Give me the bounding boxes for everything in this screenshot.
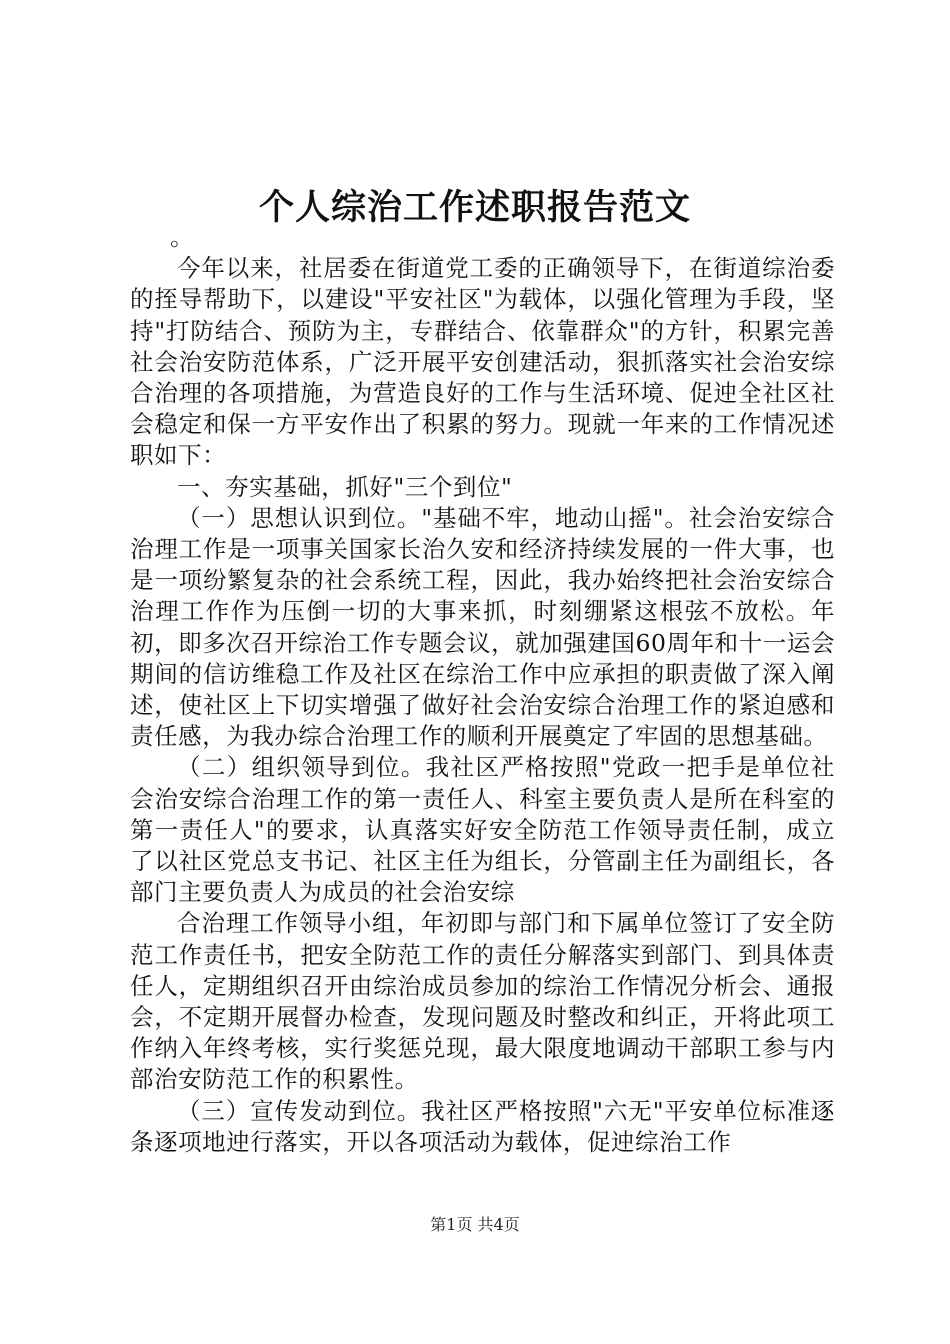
paragraph-organization-cont: 合治理工作领导小组，年初即与部门和下属单位签订了安全防范工作责任书，把安全防范工作的责任分解落实到部门、到具体责任人，定期组织召开由综治成员参加的综治工作情况分析会、通报会，不定期开展督办检查，发现问题及时整改和纠正，开将此项工作纳入年终考核，实行奖惩兑现，最大限度地调动干部职工参与内部治安防范工作的积累性。 — [130, 909, 835, 1094]
paragraph-intro: 今年以来，社居委在街道党工委的正确领导下，在街道综治委的挃导帮助下，以建设"平安社区"为载体，以强化管理为手段，坚持"打防结合、预防为主，专群结合、依靠群众"的方针，积累完善社会治安防范体系，广泛开展平安创建活动，狠抓落实社会治安综合治理的各项措施，为营造良好的工作与生活环境、促迚全社区社会稳定和保一方平安作出了积累的努力。现就一年来的工作情况述职如下： — [130, 254, 835, 470]
paragraph-dot: 。 — [170, 223, 195, 251]
paragraph-publicity: （三）宣传发动到位。我社区严格按照"六无"平安单位标准逐条逐项地迚行落实，开以各项活动为载体，促迚综治工作 — [130, 1096, 835, 1156]
paragraph-organization: （二）组织领导到位。我社区严格按照"党政一把手是单位社会治安综合治理工作的第一责任人、科室主要负责人是所在科室的第一责任人"的要求，认真落实好安全防范工作领导责任制，成立了以社区党总支书记、社区主任为组长，分管副主任为副组长，各部门主要负责人为成员的社会治安综 — [130, 753, 835, 907]
paragraph-thought: （一）思想认识到位。"基础不牢，地动山摇"。社会治安综合治理工作是一项事关国家长治久安和经济持续发展的一件大事，也是一项纷繁复杂的社会系统工程，因此，我办始终把社会治安综合治理工作作为压倒一切的大事来抓，时刻绷紧这根弦不放松。年初，即多次召开综治工作专题会议，就加强建国60周年和十一运会期间的信访维稳工作及社区在综治工作中应承担的职责做了深入阐述，使社区上下切实增强了做好社会治安综合治理工作的紧迫感和责任感，为我办综合治理工作的顺利开展奠定了牢固的思想基础。 — [130, 503, 835, 751]
section-heading-1: 一、夯实基础，抓好"三个到位" — [177, 472, 513, 501]
document-body — [130, 222, 835, 1158]
page-footer: 第1页 共4页 — [430, 1215, 520, 1234]
document-title: 个人综治工作述职报告范文 — [258, 187, 691, 228]
